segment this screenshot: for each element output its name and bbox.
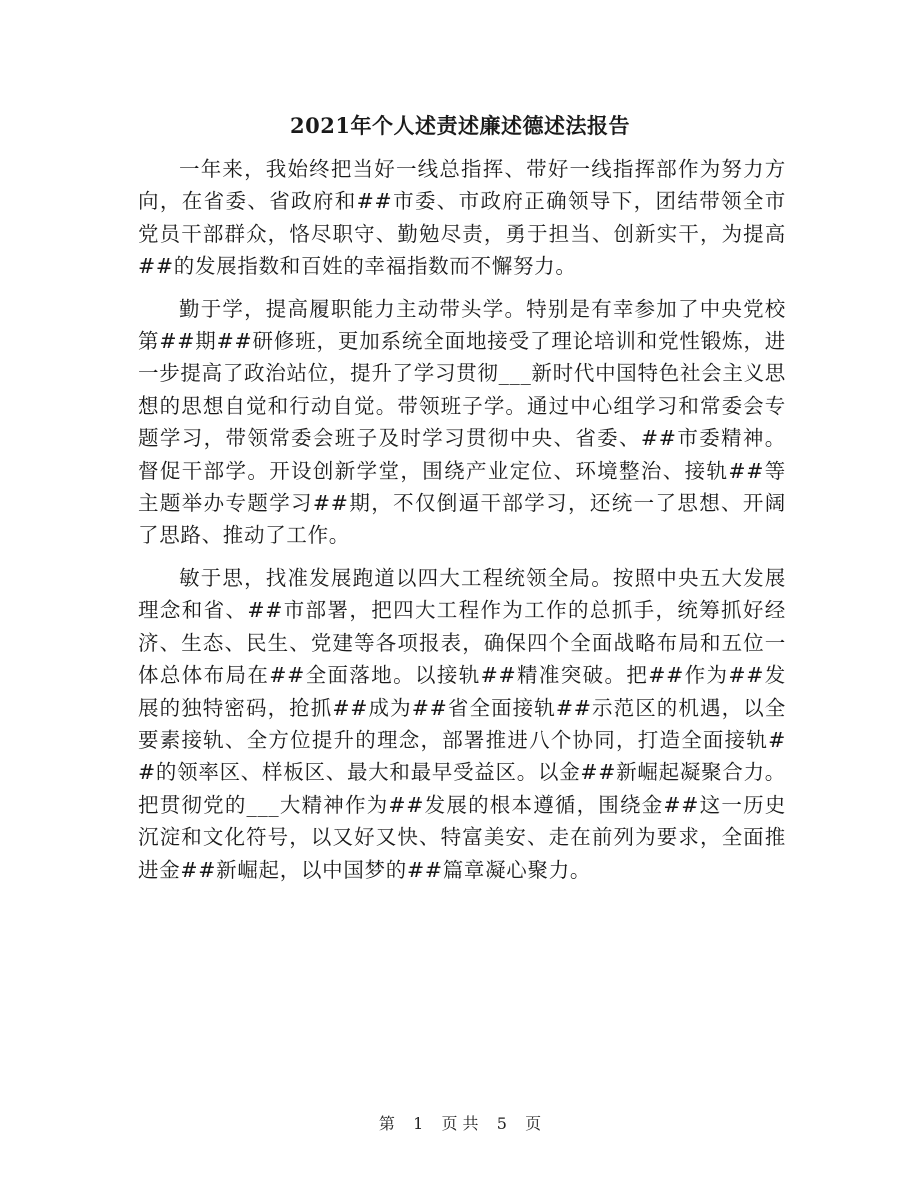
footer-middle: 页 共: [441, 1114, 479, 1133]
footer-prefix: 第: [378, 1114, 395, 1133]
footer-total-pages: 5: [496, 1114, 507, 1133]
paragraph-study: 勤于学，提高履职能力主动带头学。特别是有幸参加了中央党校第##期##研修班，更加系统全面地接受了理论培训和党性锻炼，进一步提高了政治站位，提升了学习贯彻___新时代中国特色社会主义思想的思想自觉和行动自觉。带领班子学。通过中心组学习和常委会专题学习，带领常委会班子及时学习贯彻中央、省委、##市委精神。督促干部学。开设创新学堂，围绕产业定位、环境整治、接轨##等主题举办专题学习##期，不仅倒逼干部学习，还统一了思想、开阔了思路、推动了工作。: [138, 296, 786, 548]
document-body: [138, 153, 786, 886]
paragraph-thinking: 敏于思，找准发展跑道以四大工程统领全局。按照中央五大发展理念和省、##市部署，把四大工程作为工作的总抓手，统筹抓好经济、生态、民生、党建等各项报表，确保四个全面战略布局和五位一体总体布局在##全面落地。以接轨##精准突破。把##作为##发展的独特密码，抢抓##成为##省全面接轨##示范区的机遇，以全要素接轨、全方位提升的理念，部署推进八个协同，打造全面接轨##的领率区、样板区、最大和最早受益区。以金##新崛起凝聚合力。把贯彻党的___大精神作为##发展的根本遵循，围绕金##这一历史沉淀和文化符号，以又好又快、特富美安、走在前列为要求，全面推进金##新崛起，以中国梦的##篇章凝心聚力。: [138, 565, 786, 882]
page-footer: [0, 1111, 920, 1134]
document-title: 2021年个人述责述廉述德述法报告: [290, 113, 630, 138]
footer-page-number: 1: [413, 1114, 424, 1133]
paragraph-intro: 一年来，我始终把当好一线总指挥、带好一线指挥部作为努力方向，在省委、省政府和##市委、市政府正确领导下，团结带领全市党员干部群众，恪尽职守、勤勉尽责，勇于担当、创新实干，为提高##的发展指数和百姓的幸福指数而不懈努力。: [138, 157, 786, 279]
footer-suffix: 页: [525, 1114, 542, 1133]
